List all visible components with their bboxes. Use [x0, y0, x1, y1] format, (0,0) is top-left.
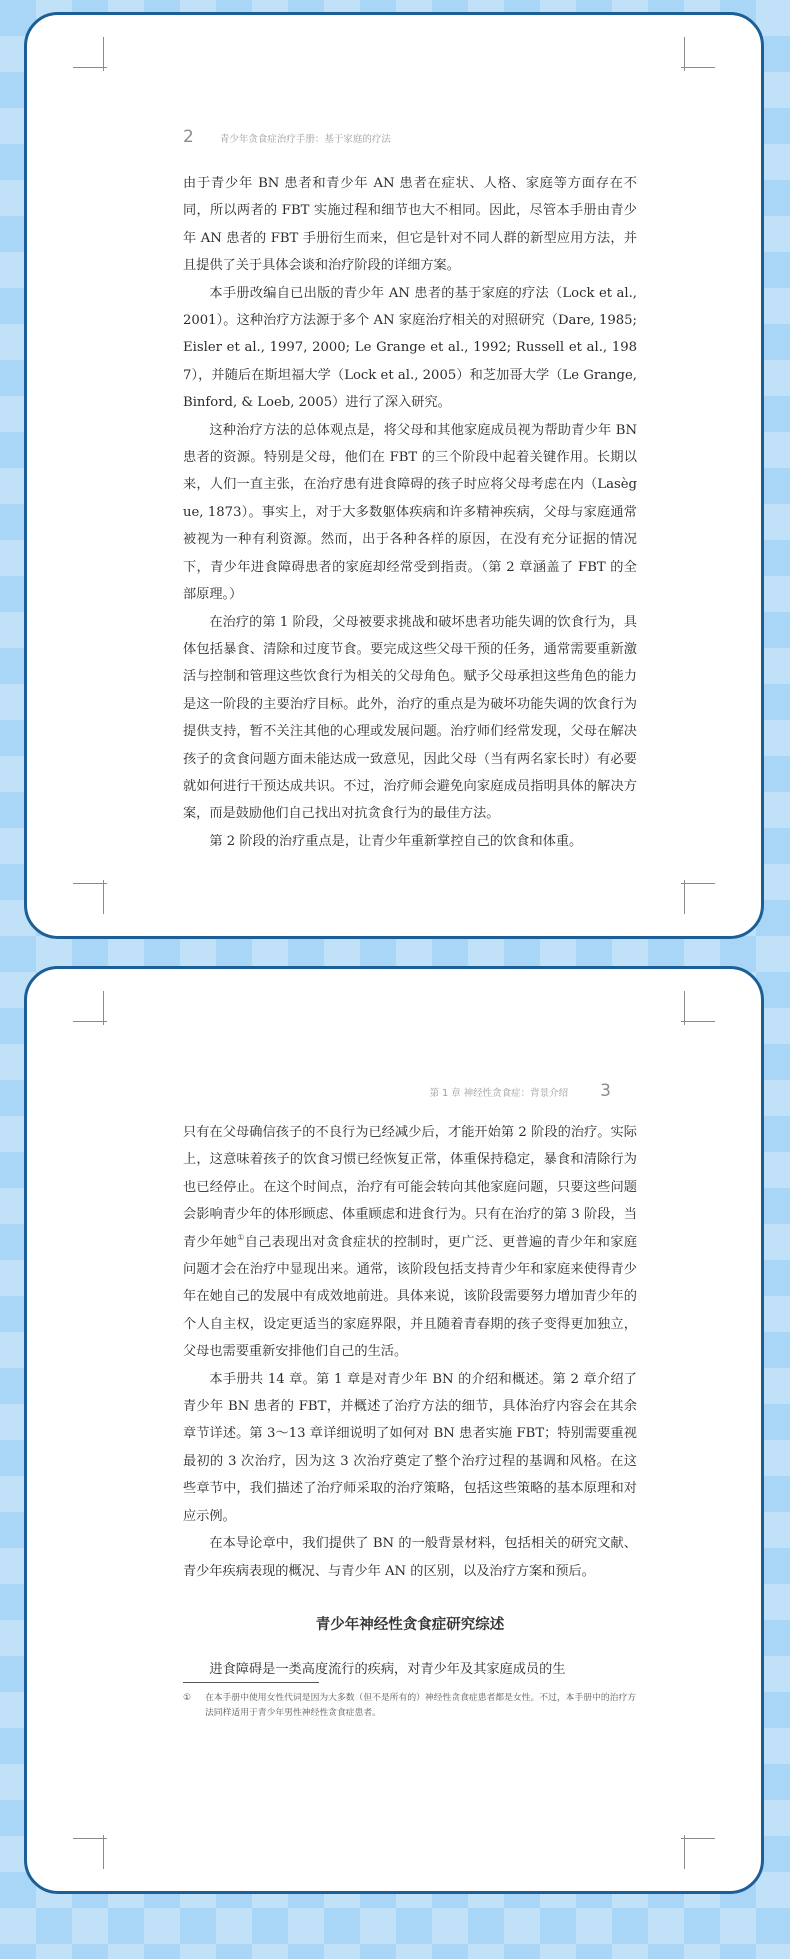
- crop-mark-top-right: [681, 991, 715, 1025]
- footnote-divider: [183, 1682, 319, 1683]
- paragraph: [183, 1119, 637, 1366]
- crop-mark-top-right: [681, 37, 715, 71]
- page-body: [183, 170, 637, 855]
- paragraph: 本手册改编自已出版的青少年 AN 患者的基于家庭的疗法（Lock et al., 2001）。这种治疗方法源于多个 AN 家庭治疗相关的对照研究（Dare, 1985; Eisler et al., 1997, 2000; Le Grange et al., 1992; Russell et al., 1987），并随后在斯坦福大学（Lock et al., 2005）和芝加哥大学（Le Grange, Binford, & Loeb, 2005）进行了深入研究。: [183, 285, 637, 411]
- paragraph: 进食障碍是一类高度流行的疾病，对青少年及其家庭成员的生: [209, 1661, 566, 1677]
- footnote-mark: ①: [183, 1693, 191, 1703]
- running-head: [183, 127, 391, 147]
- paragraph-text: 只有在父母确信孩子的不良行为已经减少后，才能开始第 2 阶段的治疗。实际上，这意味着孩子的饮食习惯已经恢复正常，体重保持稳定，暴食和清除行为也已经停止。在这个时间点，治疗有可能会转向其他家庭问题，只要这些问题会影响青少年的体形顾虑、体重顾虑和进食行为。只有在治疗的第 3 阶段，当青少年她: [183, 1125, 637, 1250]
- paragraph: 由于青少年 BN 患者和青少年 AN 患者在症状、人格、家庭等方面存在不同，所以两者的 FBT 实施过程和细节也大不相同。因此，尽管本手册由青少年 AN 患者的 FBT 手册衍生而来，但它是针对不同人群的新型应用方法，并且提供了关于具体会谈和治疗阶段的详细方案。: [183, 176, 637, 274]
- footnote: [183, 1691, 637, 1720]
- page-number: 2: [183, 127, 194, 147]
- page-number: 3: [600, 1081, 611, 1101]
- paragraph: 在本导论章中，我们提供了 BN 的一般背景材料，包括相关的研究文献、青少年疾病表现的概况、与青少年 AN 的区别，以及治疗方案和预后。: [183, 1536, 637, 1579]
- paragraph-text: 自己表现出对贪食症状的控制时，更广泛、更普遍的青少年和家庭问题才会在治疗中显现出来。通常，该阶段包括支持青少年和家庭来使得青少年在她自己的发展中有成效地前进。具体来说，该阶段需要努力增加青少年的个人自主权，设定更适当的家庭界限，并且随着青春期的孩子变得更加独立，父母也需要重新安排他们自己的生活。: [183, 1234, 638, 1360]
- paragraph: 第 2 阶段的治疗重点是，让青少年重新掌控自己的饮食和体重。: [209, 833, 583, 849]
- footnote-reference[interactable]: ①: [237, 1232, 245, 1242]
- crop-mark-bottom-left: [73, 880, 107, 914]
- footnote-text: 在本手册中使用女性代词是因为大多数（但不是所有的）神经性贪食症患者都是女性。不过，本手册中的治疗方法同样适用于青少年男性神经性贪食症患者。: [205, 1693, 637, 1718]
- running-title: 青少年贪食症治疗手册：基于家庭的疗法: [219, 134, 391, 145]
- crop-mark-bottom-left: [73, 1835, 107, 1869]
- crop-mark-top-left: [73, 37, 107, 71]
- paragraph: 这种治疗方法的总体观点是，将父母和其他家庭成员视为帮助青少年 BN 患者的资源。特别是父母，他们在 FBT 的三个阶段中起着关键作用。长期以来，人们一直主张，在治疗患有进食障碍的孩子时应将父母考虑在内（Lasègue, 1873）。事实上，对于大多数躯体疾病和许多精神疾病，父母与家庭通常被视为一种有利资源。然而，出于各种各样的原因，在没有充分证据的情况下，青少年进食障碍患者的家庭却经常受到指责。（第 2 章涵盖了 FBT 的全部原理。）: [183, 422, 637, 603]
- book-page-right: [24, 966, 764, 1894]
- crop-mark-top-left: [73, 991, 107, 1025]
- book-page-left: [24, 12, 764, 939]
- paragraph: 本手册共 14 章。第 1 章是对青少年 BN 的介绍和概述。第 2 章介绍了青少年 BN 患者的 FBT，并概述了治疗方法的细节，具体治疗内容会在其余章节详述。第 3～13 章详细说明了如何对 BN 患者实施 FBT；特别需要重视最初的 3 次治疗，因为这 3 次治疗奠定了整个治疗过程的基调和风格。在这些章节中，我们描述了治疗师采取的治疗策略，包括这些策略的基本原理和对应示例。: [183, 1371, 637, 1524]
- crop-mark-bottom-right: [681, 880, 715, 914]
- page-body: [183, 1119, 637, 1683]
- paragraph: 在治疗的第 1 阶段，父母被要求挑战和破坏患者功能失调的饮食行为，具体包括暴食、清除和过度节食。要完成这些父母干预的任务，通常需要重新激活与控制和管理这些饮食行为相关的父母角色。赋予父母承担这些角色的能力是这一阶段的主要治疗目标。此外，治疗的重点是为破坏功能失调的饮食行为提供支持，暂不关注其他的心理或发展问题。治疗师们经常发现，父母在解决孩子的贪食问题方面未能达成一致意见，因此父母（当有两名家长时）有必要就如何进行干预达成共识。不过，治疗师会避免向家庭成员指明具体的解决方案，而是鼓励他们自己找出对抗贪食行为的最佳方法。: [183, 614, 637, 822]
- running-title: 第 1 章 神经性贪食症：背景介绍: [429, 1088, 569, 1099]
- section-heading: 青少年神经性贪食症研究综述: [315, 1616, 505, 1633]
- crop-mark-bottom-right: [681, 1835, 715, 1869]
- running-head: [430, 1081, 611, 1101]
